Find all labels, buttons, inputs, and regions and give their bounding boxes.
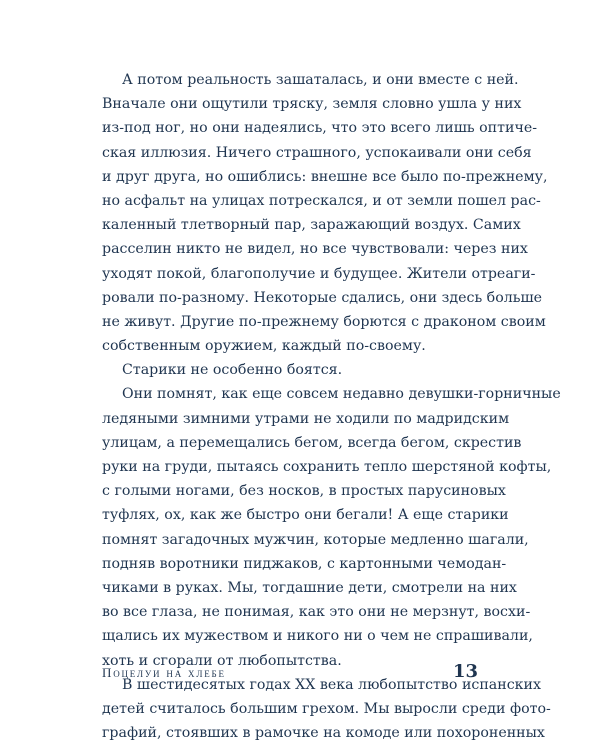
text-line: ледяными зимними утрами не ходили по мадридским	[102, 410, 510, 427]
text-line: но асфальт на улицах потрескался, и от земли пошел рас-	[102, 192, 541, 209]
text-line: собственным оружием, каждый по-своему.	[102, 338, 426, 355]
text-line: не живут. Другие по-прежнему борются с драконом своим	[102, 313, 546, 330]
page-footer	[102, 663, 478, 685]
text-line: расселин никто не видел, но все чувствовали: через них	[102, 241, 528, 258]
text-line: Вначале они ощутили тряску, земля словно ушла у них	[102, 96, 522, 113]
text-line: детей считалось большим грехом. Мы выросли среди фото-	[102, 700, 551, 717]
text-line: щались их мужеством и никого ни о чем не спрашивали,	[102, 628, 533, 645]
text-line: В шестидесятых годах XX века любопытство испанских	[122, 676, 541, 693]
text-line: помнят загадочных мужчин, которые медленно шагали,	[102, 531, 529, 548]
text-line: графий, стоявших в рамочке на комоде или похороненных	[102, 725, 545, 742]
text-line: Старики не особенно боятся.	[122, 362, 343, 379]
text-line: каленный тлетворный пар, заражающий воздух. Самих	[102, 217, 521, 234]
text-line: туфлях, ох, как же быстро они бегали! А еще старики	[102, 507, 509, 524]
text-line: из-под ног, но они надеялись, что это всего лишь оптиче-	[102, 120, 538, 137]
text-line: с голыми ногами, без носков, в простых парусиновых	[102, 483, 506, 500]
text-line: чиками в руках. Мы, тогдашние дети, смотрели на них	[102, 579, 517, 596]
text-line: подняв воротники пиджаков, с картонными чемодан-	[102, 555, 507, 572]
text-line: ская иллюзия. Ничего страшного, успокаивали они себя	[102, 144, 532, 161]
running-title: Поцелуи на хлебе	[102, 665, 226, 680]
body-text	[102, 68, 561, 745]
text-line: Они помнят, как еще совсем недавно девушки-горничные	[122, 386, 561, 403]
text-line: хоть и сгорали от любопытства.	[102, 652, 342, 669]
text-line: и друг друга, но ошиблись: внешне все было по-прежнему,	[102, 168, 548, 185]
text-line: уходят покой, благополучие и будущее. Жители отреаги-	[102, 265, 536, 282]
page-number: 13	[452, 661, 478, 682]
text-line: руки на груди, пытаясь сохранить тепло шерстяной кофты,	[102, 459, 552, 475]
text-line: во все глаза, не понимая, как это они не мерзнут, восхи-	[102, 604, 531, 621]
text-line: ровали по-разному. Некоторые сдались, они здесь больше	[102, 289, 543, 306]
text-line: улицам, а перемещались бегом, всегда бегом, скрестив	[102, 434, 522, 451]
text-line: А потом реальность зашаталась, и они вместе с ней.	[122, 72, 519, 88]
